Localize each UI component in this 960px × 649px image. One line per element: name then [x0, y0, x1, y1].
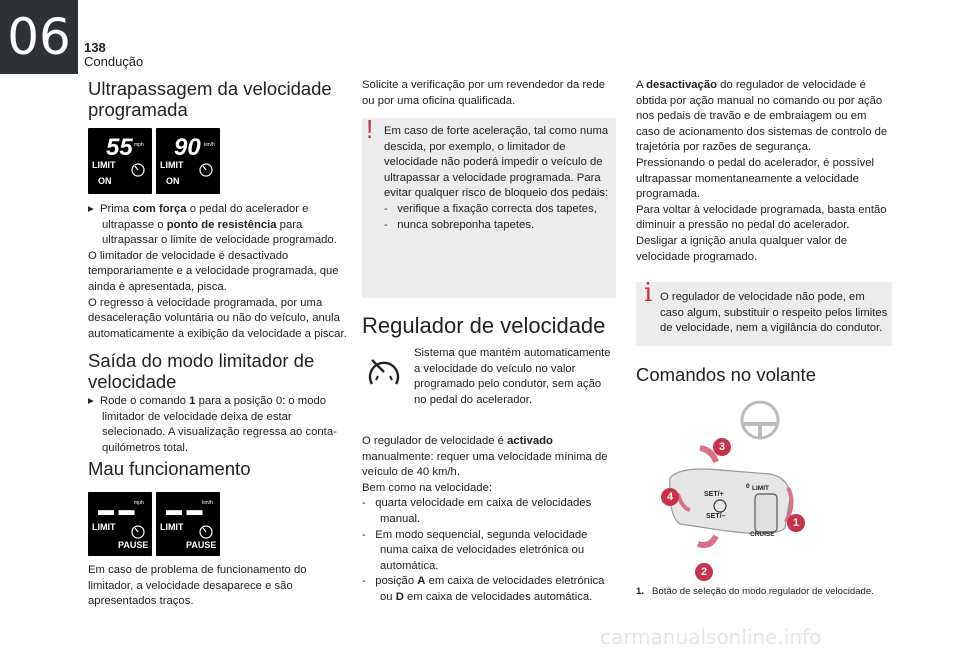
info-icon: i	[644, 278, 653, 308]
svg-text:CRUISE: CRUISE	[750, 531, 775, 538]
paragraph: O regresso à velocidade programada, por uma desaceleração voluntária ou não do veículo, anula automaticamente a exibição da velocidade a piscar.	[88, 296, 347, 340]
paragraph-verification: Solicite a verificação por um revendedor da rede ou por uma oficina qualificada.	[362, 79, 606, 107]
watermark: carmanualsonline.info	[600, 625, 822, 649]
paragraph-malfunction: Em caso de problema de funcionamento do limitador, a velocidade desaparece e são apresentados traços.	[88, 564, 307, 608]
section-name: Condução	[84, 54, 144, 69]
section-title-overspeed: Ultrapassagem da velocidade programada	[88, 78, 332, 120]
callout-1: 1	[787, 514, 805, 532]
section-title-steering-controls: Comandos no volante	[636, 364, 816, 385]
section-title-exit-limiter: Saída do modo limitador de velocidade	[88, 350, 315, 392]
deactivation-text: A desactivação do regulador de velocidade é obtida por ação manual no comando ou por ação nos pedais de travão e de embraiagem ou em caso de acionamento dos sistemas de controlo de trajetória por razões de segurança. Pressionando o pedal do acelerador, é possível ultrapassar momentaneamente a velocidade programada. Para voltar à velocidade programada, basta então diminuir a pressão no pedal do acelerador. Desligar a ignição anula qualquer valor de velocidade programado.	[636, 79, 888, 263]
display-mph-on: 55 mph LIMIT ON	[88, 128, 152, 194]
warning-icon: !	[366, 114, 374, 144]
speedometer-icon	[198, 524, 214, 540]
speedometer-icon	[130, 524, 146, 540]
paragraph: O limitador de velocidade é desactivado temporariamente e a velocidade programada, que ainda é apresentada, pisca.	[88, 249, 339, 293]
figure-caption: 1. Botão de seleção do modo regulador de velocidade.	[636, 586, 874, 597]
warning-box	[362, 114, 616, 298]
display-mph-pause: ▬ ▬ mph LIMIT PAUSE	[88, 492, 152, 556]
info-box	[636, 278, 892, 346]
svg-text:SET/+: SET/+	[704, 491, 724, 498]
instruction-rotate-control: ▸ Rode o comando 1 para a posição 0: o modo limitador de velocidade deixa de estar selecionado. A visualização regressa ao conta-quilómetros total.	[88, 395, 337, 454]
info-text: O regulador de velocidade não pode, em caso algum, substituir o respeito pelos limites de velocidade, nem a vigilância do condutor.	[660, 291, 888, 335]
cruise-control-icon	[364, 352, 404, 392]
instruction-press-accelerator: ▸ Prima com força o pedal do acelerador e ultrapasse o ponto de resistência para ultrapassar o limite de velocidade programado. O limitador de velocidade é desactivado temporariamente e a velocidade programada, que ainda é apresentada, pisca. O regresso à velocidade programada, por uma desaceleração voluntária ou não do veículo, anula automaticamente a exibição da velocidade a piscar.	[88, 202, 348, 342]
callout-2: 2	[695, 563, 713, 581]
cruise-intro: Sistema que mantém automaticamente a velocidade do veículo no valor programado pelo condutor, sem ação no pedal do acelerador.	[414, 347, 611, 406]
warning-text: Em caso de forte aceleração, tal como numa descida, por exemplo, o limitador de velocidade não poderá impedir o veículo de ultrapassar a velocidade programada. Para evitar qualquer risco de bloqueio dos pedais: - verifique a fixação correcta dos tapetes, - nunca sobreponha tapetes.	[384, 125, 609, 231]
page-number: 138	[84, 40, 106, 55]
chapter-tab: 06	[0, 0, 78, 74]
section-title-malfunction: Mau funcionamento	[88, 458, 251, 479]
speedometer-icon	[198, 162, 214, 178]
svg-text:LIMIT: LIMIT	[752, 485, 769, 492]
display-kmh-pause: ▬ ▬ km/h LIMIT PAUSE	[156, 492, 220, 556]
steering-wheel-icon	[742, 402, 778, 438]
section-title-cruise-control: Regulador de velocidade	[362, 313, 606, 338]
callout-3: 3	[713, 438, 731, 456]
svg-text:0: 0	[746, 483, 750, 490]
speedometer-icon	[130, 162, 146, 178]
steering-stalk-diagram	[660, 398, 860, 578]
display-kmh-on: 90 km/h LIMIT ON	[156, 128, 220, 194]
arrow-bullet-icon: ▸	[88, 395, 100, 407]
arrow-bullet-icon: ▸	[88, 203, 100, 215]
cruise-activation-text: O regulador de velocidade é activado manualmente: requer uma velocidade mínima de veículo de 40 km/h. Bem como na velocidade: - quarta velocidade em caixa de velocidades manual. - Em modo sequencial, segunda velocidade numa caixa de velocidades eletrónica ou automática. - posição A em caixa de velocidades eletrónica ou D em caixa de velocidades automática.	[362, 435, 608, 603]
svg-text:SET/–: SET/–	[706, 513, 726, 520]
callout-4: 4	[661, 488, 679, 506]
